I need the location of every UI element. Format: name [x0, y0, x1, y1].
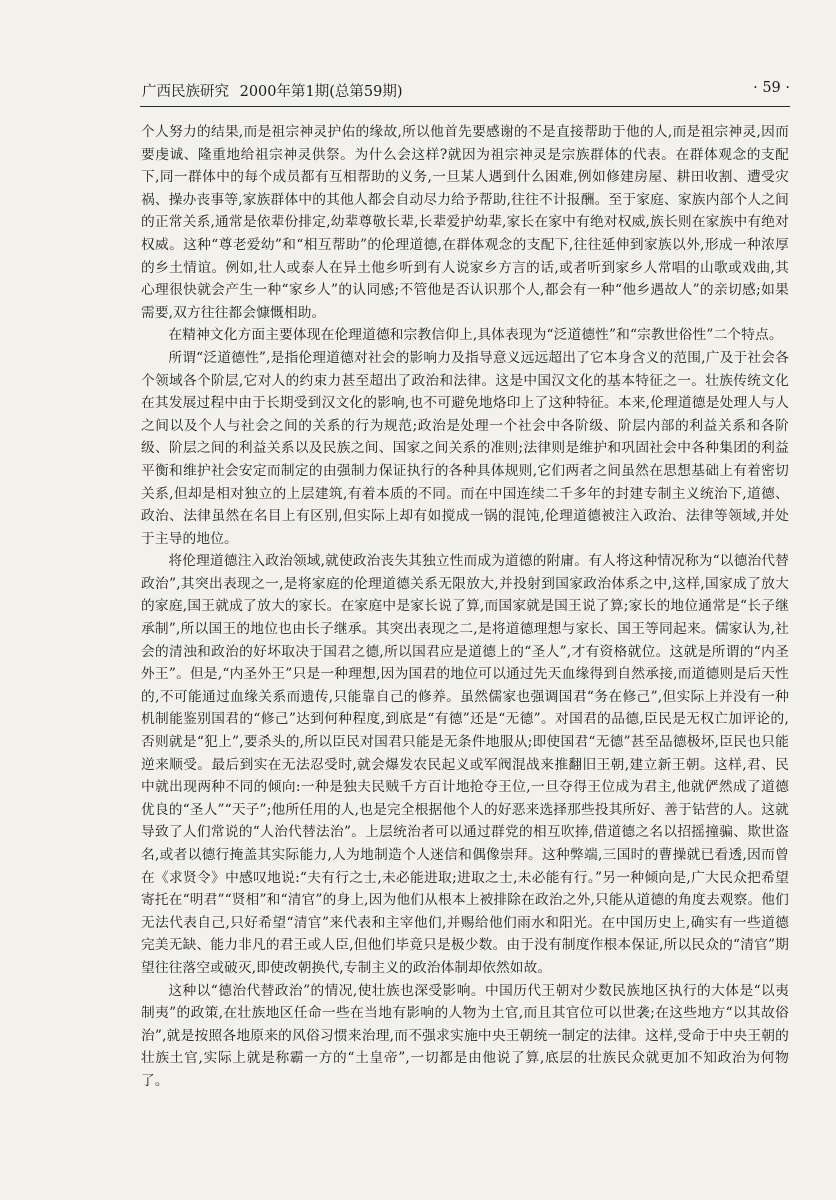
page-number: · 59 · — [753, 80, 790, 96]
paragraph: 所谓“泛道德性”,是指伦理道德对社会的影响力及指导意义远远超出了它本身含义的范围,广及于社会各个领域各个阶层,它对人的约束力甚至超出了政治和法律。这是中国汉文化的基本特征之一。壮族传统文化在其发展过程中由于长期受到汉文化的影响,也不可避免地烙印上了这种特征。本来,伦理道德是处理人与人之间以及个人与社会之间的关系的行为规范;政治是处理一个社会中各阶级、阶层内部的利益关系和各阶级、阶层之间的利益关系以及民族之间、国家之间关系的准则;法律则是维护和巩固社会中各种集团的利益平衡和维护社会安定而制定的由强制力保证执行的各种具体规则,它们两者之间虽然在思想基础上有着密切关系,但却是相对独立的上层建筑,有着本质的不同。而在中国连续二千多年的封建专制主义统治下,道德、政治、法律虽然在名目上有区别,但实际上却有如搅成一锅的混饨,伦理道德被注入政治、法律等领域,并处于主导的地位。 — [141, 349, 789, 547]
page-header — [142, 80, 790, 106]
journal-name: 广西民族研究 — [142, 84, 229, 100]
running-head — [142, 80, 409, 101]
article-body — [141, 121, 789, 1093]
issue-info: 2000年第1期(总第59期) — [239, 84, 403, 100]
paragraph: 个人努力的结果,而是祖宗神灵护佑的缘故,所以他首先要感谢的不是直接帮助于他的人,而是祖宗神灵,因而要虔诚、隆重地给祖宗神灵供祭。为什么会这样?就因为祖宗神灵是宗族群体的代表。在群体观念的支配下,同一群体中的每个成员都有互相帮助的义务,一旦某人遇到什么困难,例如修建房屋、耕田收割、遭受灾祸、操办丧事等,家族群体中的其他人都会自动尽力给予帮助,往往不计报酬。至于家庭、家族内部个人之间的正常关系,通常是依辈份排定,幼辈尊敬长辈,长辈爱护幼辈,家长在家中有绝对权威,族长则在家族中有绝对权威。这种“尊老爱幼”和“相互帮助”的伦理道德,在群体观念的支配下,往往延伸到家族以外,形成一种浓厚的乡土情谊。例如,壮人或泰人在异土他乡听到有人说家乡方言的话,或者听到家乡人常唱的山歌或戏曲,其心理很快就会产生一种“家乡人”的认同感;不管他是否认识那个人,都会有一种“他乡遇故人”的亲切感;如果需要,双方往往都会慷慨相助。 — [141, 124, 789, 321]
paragraph: 将伦理道德注入政治领域,就使政治丧失其独立性而成为道德的附庸。有人将这种情况称为“以德治代替政治”,其突出表现之一,是将家庭的伦理道德关系无限放大,并投射到国家政治体系之中,这样,国家成了放大的家庭,国王就成了放大的家长。在家庭中是家长说了算,而国家就是国王说了算;家长的地位通常是“长子继承制”,所以国王的地位也由长子继承。其突出表现之二,是将道德理想与家长、国王等同起来。儒家认为,社会的清浊和政治的好坏取决于国君之德,所以国君应是道德上的“圣人”,才有资格就位。这就是所谓的“内圣外王”。但是,“内圣外王”只是一种理想,因为国君的地位可以通过先天血缘得到自然承接,而道德则是后天性的,不可能通过血缘关系而遗传,只能靠自己的修养。虽然儒家也强调国君“务在修己”,但实际上并没有一种机制能鉴别国君的“修己”达到何种程度,到底是“有德”还是“无德”。对国君的品德,臣民是无权亡加评论的,否则就是“犯上”,要杀头的,所以臣民对国君只能是无条件地服从;即使国君“无德”甚至品德极坏,臣民也只能逆来顺受。最后到实在无法忍受时,就会爆发农民起义或军阀混战来推翻旧王朝,建立新王朝。这样,君、民中就出现两种不同的倾向:一种是独夫民贼千方百计地抢夺王位,一旦夺得王位成为君主,他就俨然成了道德优良的“圣人”“天子”;他所任用的人,也是完全根据他个人的好恶来选择那些投其所好、善于钻营的人。这就导致了人们常说的“人治代替法治”。上层统治者可以通过群党的相互吹捧,借道德之名以招摇撞骗、欺世盗名,或者以德行掩盖其实际能力,人为地制造个人迷信和偶像崇拜。这种弊端,三国时的曹操就已看透,因而曾在《求贤令》中感叹地说:“夫有行之士,未必能进取;进取之士,未必能有行。”另一种倾向是,广大民众把希望寄托在“明君”“贤相”和“清官”的身上,因为他们从根本上被排除在政治之外,只能从道德的角度去观察。他们无法代表自己,只好希望“清官”来代表和主宰他们,并赐给他们雨水和阳光。在中国历史上,确实有一些道德完美无缺、能力非凡的君王或人臣,但他们毕竟只是极少数。由于没有制度作根本保证,所以民众的“清官”期望往往落空或破灭,即使改朝换代,专制主义的政治体制却依然如故。 — [141, 553, 789, 976]
paragraph: 这种以“德治代替政治”的情况,使壮族也深受影响。中国历代王朝对少数民族地区执行的大体是“以夷制夷”的政策,在壮族地区任命一些在当地有影响的人物为土官,而且其官位可以世袭;在这些地方“以其故俗治”,就是按照各地原来的风俗习惯来治理,而不强求实施中央王朝统一制定的法律。这样,受命于中央王朝的壮族土官,实际上就是称霸一方的“土皇帝”,一切都是由他说了算,底层的壮族民众就更加不知政治为何物了。 — [141, 982, 789, 1089]
paragraph: 在精神文化方面主要体现在伦理道德和宗教信仰上,具体表现为“泛道德性”和“宗教世俗性”二个特点。 — [168, 327, 783, 344]
header-rule — [140, 106, 790, 107]
